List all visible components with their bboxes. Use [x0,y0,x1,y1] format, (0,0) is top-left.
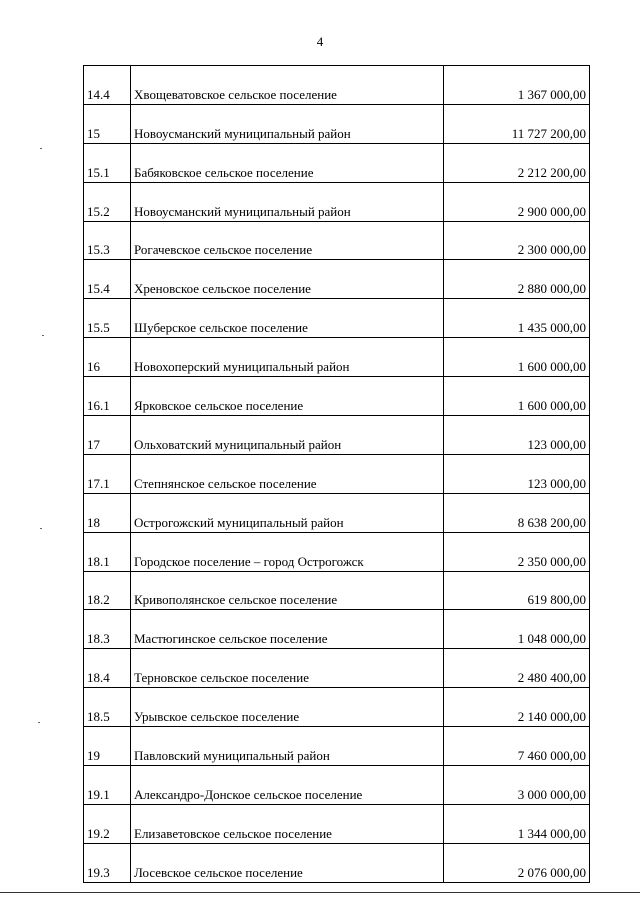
allocation-amount: 619 800,00 [444,571,590,610]
municipality-name: Новоусманский муниципальный район [131,182,444,221]
row-number: 19 [84,727,131,766]
row-number: 17.1 [84,454,131,493]
row-number: 18.2 [84,571,131,610]
municipality-name: Мастюгинское сельское поселение [131,610,444,649]
table-row [84,843,590,882]
scan-speck [42,335,44,336]
row-number: 15.1 [84,143,131,182]
table-row [84,260,590,299]
row-number: 18.5 [84,688,131,727]
municipality-name: Терновское сельское поселение [131,649,444,688]
allocation-amount: 8 638 200,00 [444,493,590,532]
table-row [84,454,590,493]
row-number: 18.3 [84,610,131,649]
table-row [84,688,590,727]
municipality-name: Острогожский муниципальный район [131,493,444,532]
allocation-amount: 1 435 000,00 [444,299,590,338]
scan-speck [40,148,42,149]
municipality-name: Новохоперский муниципальный район [131,338,444,377]
page-number: 4 [316,34,324,49]
row-number: 17 [84,416,131,455]
municipality-name: Александро-Донское сельское поселение [131,766,444,805]
table-row [84,338,590,377]
allocation-table-body [84,66,590,883]
allocation-amount: 1 048 000,00 [444,610,590,649]
allocation-amount: 1 367 000,00 [444,66,590,105]
table-row [84,143,590,182]
row-number: 19.3 [84,843,131,882]
row-number: 15.4 [84,260,131,299]
table-row [84,377,590,416]
table-row [84,766,590,805]
allocation-amount: 1 600 000,00 [444,377,590,416]
row-number: 18.1 [84,532,131,571]
municipality-name: Хвощеватовское сельское поселение [131,66,444,105]
municipality-name: Степнянское сельское поселение [131,454,444,493]
row-number: 15.5 [84,299,131,338]
allocation-amount: 2 212 200,00 [444,143,590,182]
allocation-amount: 2 900 000,00 [444,182,590,221]
table-row [84,416,590,455]
allocation-amount: 2 880 000,00 [444,260,590,299]
table-row [84,66,590,105]
table-row [84,727,590,766]
row-number: 15.3 [84,221,131,260]
allocation-table [83,65,590,883]
municipality-name: Урывское сельское поселение [131,688,444,727]
municipality-name: Кривополянское сельское поселение [131,571,444,610]
allocation-amount: 2 480 400,00 [444,649,590,688]
allocation-amount: 1 600 000,00 [444,338,590,377]
row-number: 14.4 [84,66,131,105]
row-number: 18 [84,493,131,532]
allocation-amount: 3 000 000,00 [444,766,590,805]
table-row [84,610,590,649]
table-row [84,182,590,221]
table-row [84,532,590,571]
scan-speck [40,528,42,529]
allocation-amount: 2 300 000,00 [444,221,590,260]
allocation-amount: 123 000,00 [444,454,590,493]
allocation-amount: 123 000,00 [444,416,590,455]
municipality-name: Лосевское сельское поселение [131,843,444,882]
row-number: 16 [84,338,131,377]
allocation-amount: 1 344 000,00 [444,804,590,843]
municipality-name: Елизаветовское сельское поселение [131,804,444,843]
table-row [84,104,590,143]
municipality-name: Хреновское сельское поселение [131,260,444,299]
scan-speck [38,722,40,723]
municipality-name: Бабяковское сельское поселение [131,143,444,182]
table-row [84,493,590,532]
table-row [84,649,590,688]
row-number: 18.4 [84,649,131,688]
municipality-name: Новоусманский муниципальный район [131,104,444,143]
row-number: 19.1 [84,766,131,805]
page-bottom-rule [0,892,640,893]
allocation-amount: 11 727 200,00 [444,104,590,143]
municipality-name: Городское поселение – город Острогожск [131,532,444,571]
table-row [84,221,590,260]
allocation-amount: 2 350 000,00 [444,532,590,571]
row-number: 19.2 [84,804,131,843]
municipality-name: Ярковское сельское поселение [131,377,444,416]
table-row [84,804,590,843]
allocation-amount: 2 140 000,00 [444,688,590,727]
municipality-name: Ольховатский муниципальный район [131,416,444,455]
allocation-amount: 2 076 000,00 [444,843,590,882]
table-row [84,299,590,338]
municipality-name: Павловский муниципальный район [131,727,444,766]
municipality-name: Рогачевское сельское поселение [131,221,444,260]
table-row [84,571,590,610]
row-number: 15.2 [84,182,131,221]
allocation-amount: 7 460 000,00 [444,727,590,766]
row-number: 16.1 [84,377,131,416]
row-number: 15 [84,104,131,143]
municipality-name: Шуберское сельское поселение [131,299,444,338]
